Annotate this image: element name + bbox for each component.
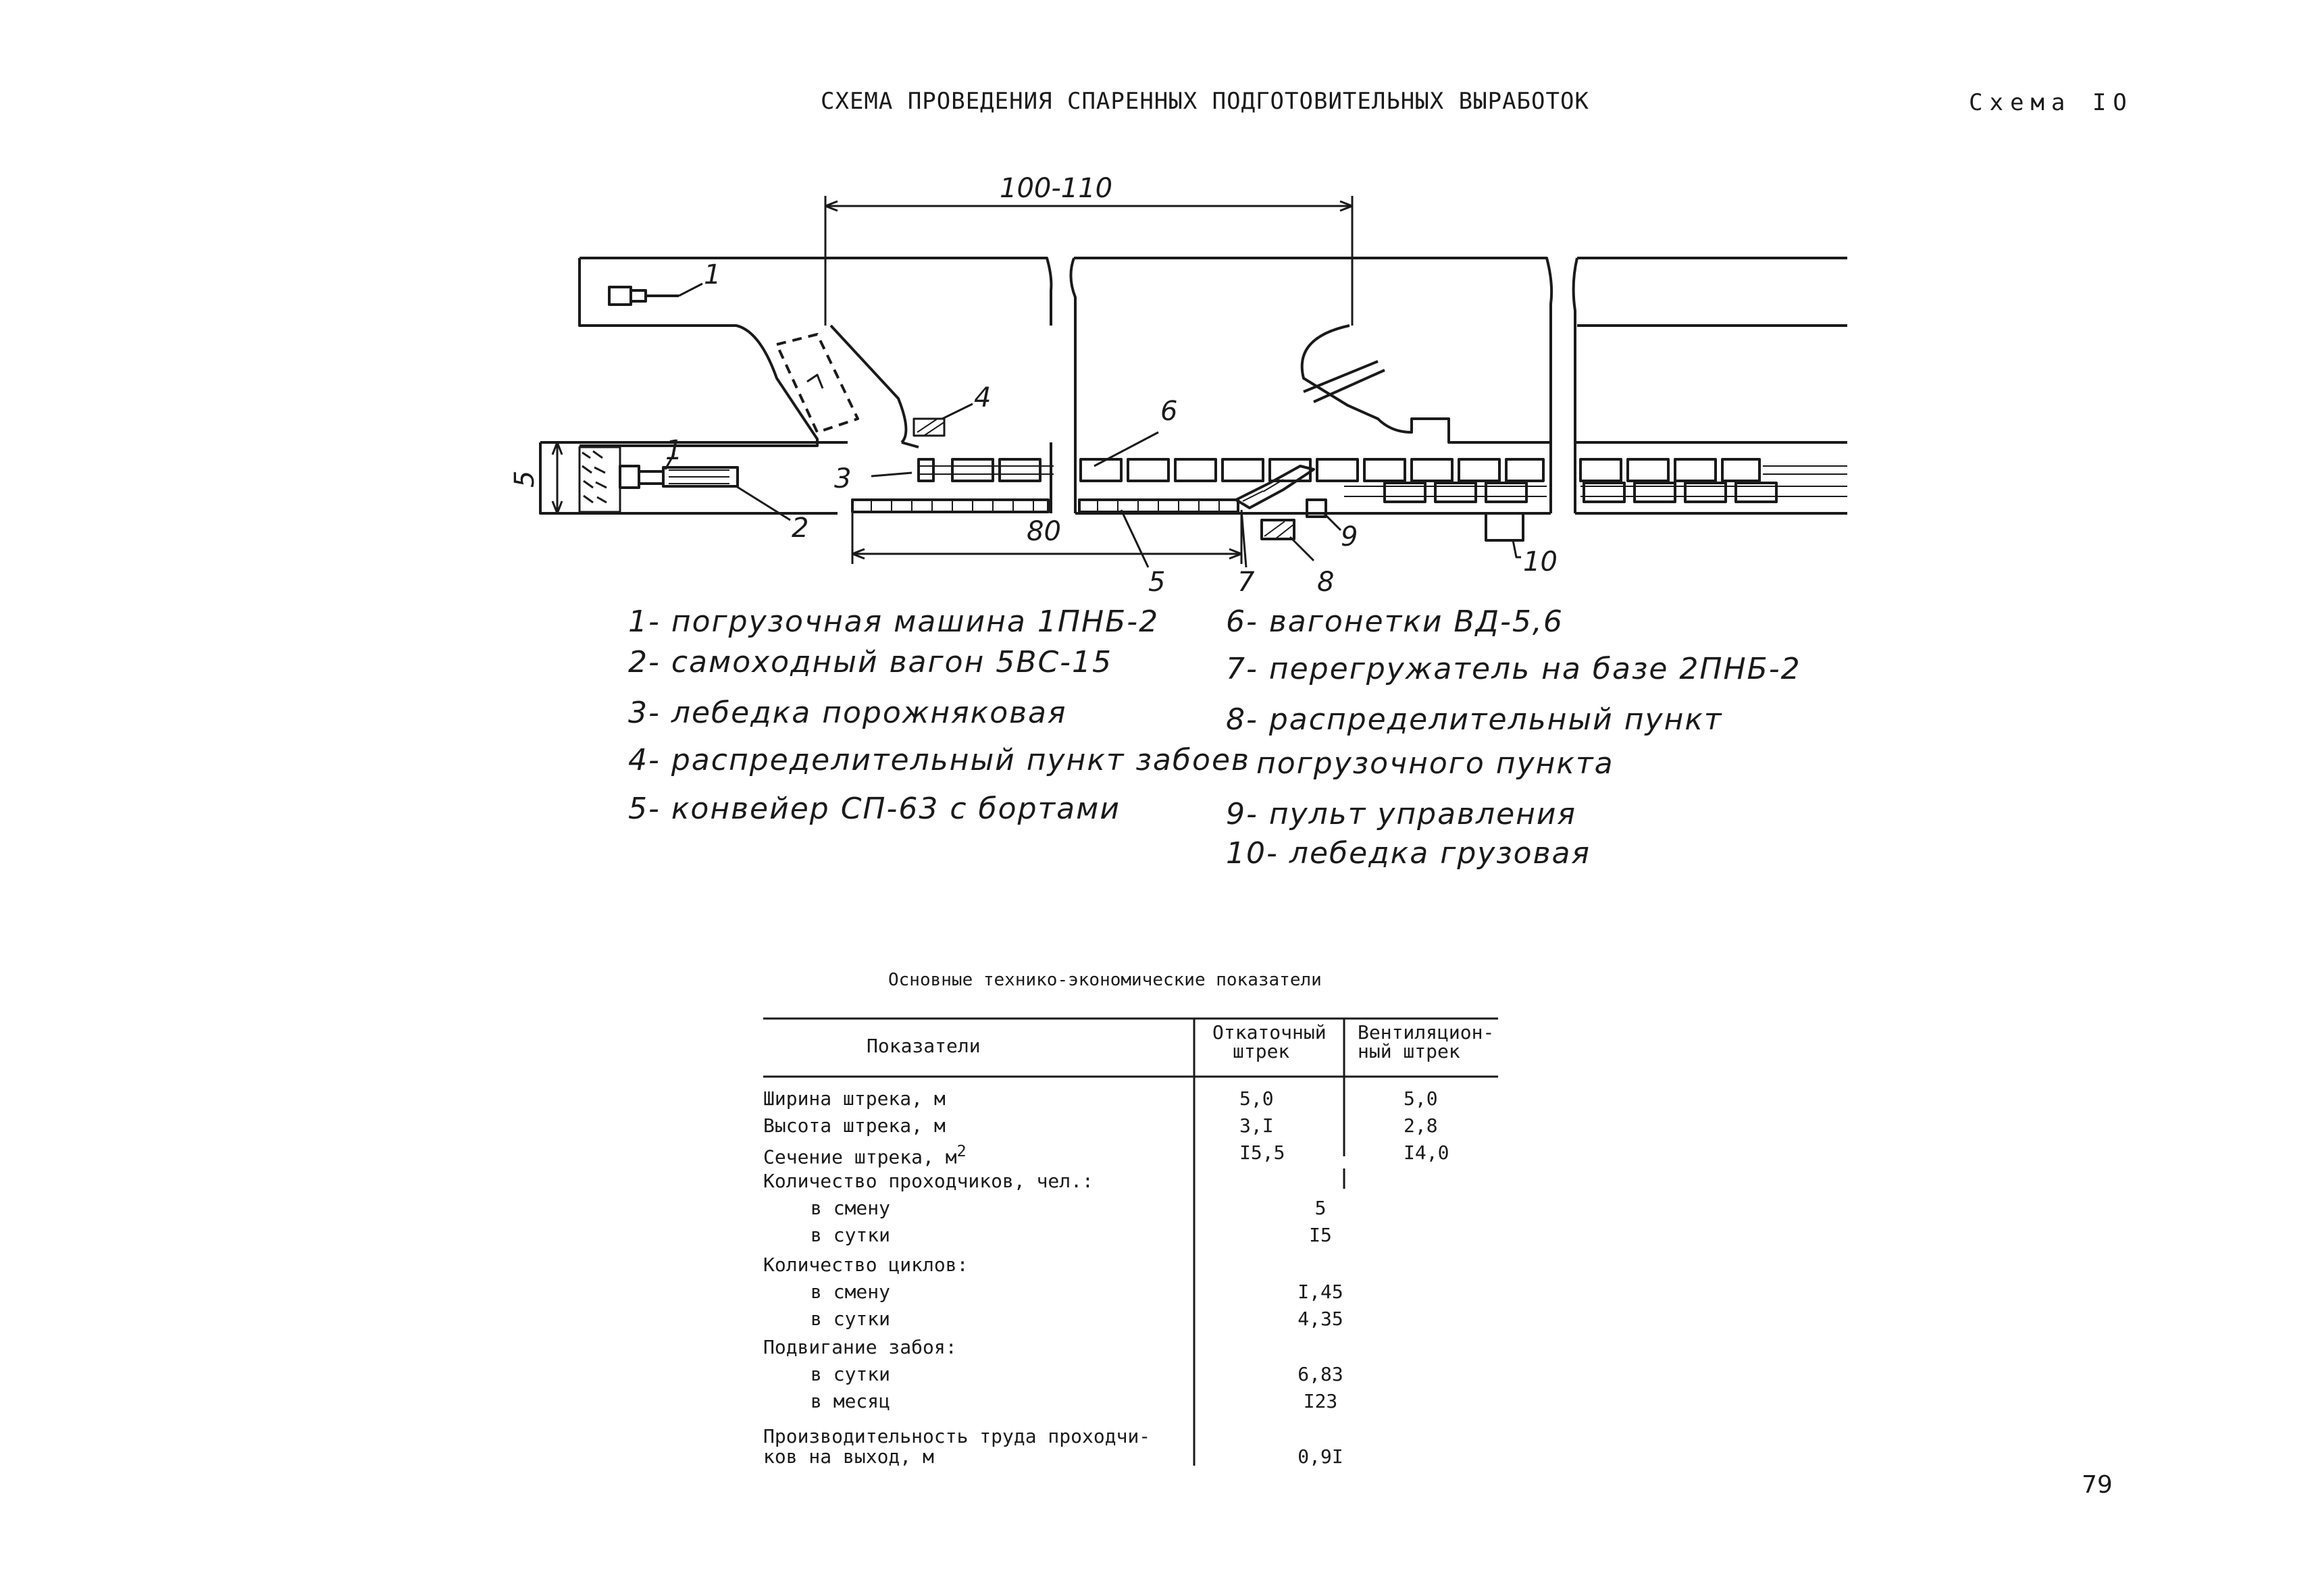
table-cell-haulage: I5,5 <box>1239 1141 1285 1164</box>
table-header-col2-line1: Вентиляцион- <box>1358 1021 1495 1044</box>
callout-2: 2 <box>792 513 809 544</box>
table-header-col1-line2: штрек <box>1233 1040 1290 1062</box>
page-title: СХЕМА ПРОВЕДЕНИЯ СПАРЕННЫХ ПОДГОТОВИТЕЛЬНЫХ ВЫРАБОТОК <box>821 88 1589 115</box>
table-row-label: в смену <box>811 1281 891 1303</box>
legend-item-10: 10- лебедка грузовая <box>1226 836 1591 871</box>
table-row-label: Количество циклов: <box>763 1254 969 1276</box>
table-row-label: в смену <box>811 1197 891 1219</box>
row-label-text: Высота штрека, м <box>763 1114 946 1137</box>
table-row-label: в сутки <box>811 1224 891 1246</box>
dimension-bottom-label: 80 <box>1027 516 1061 547</box>
table-header-col2 <box>1358 1023 1494 1061</box>
table-row-label <box>763 1114 946 1137</box>
table-cell-ventilation: I4,0 <box>1404 1141 1449 1164</box>
callout-1-top: 1 <box>704 259 721 290</box>
table-cell-common: I5 <box>1309 1224 1332 1246</box>
table-row-label: в сутки <box>811 1363 891 1385</box>
table-row-label: Подвигание забоя: <box>763 1336 957 1358</box>
legend-item-8-cont: погрузочного пункта <box>1256 746 1614 781</box>
table-header-indicator: Показатели <box>867 1035 981 1057</box>
table-cell-common: 0,9I <box>1297 1445 1343 1468</box>
table-cell-ventilation: 2,8 <box>1404 1114 1438 1137</box>
table-header-col1 <box>1212 1023 1327 1061</box>
legend-item-4: 4- распределительный пункт забоев <box>628 743 1250 777</box>
table-cell-common: I,45 <box>1297 1281 1343 1303</box>
table-cell-haulage: 5,0 <box>1239 1087 1274 1110</box>
legend-item-6: 6- вагонетки ВД-5,6 <box>1226 604 1564 639</box>
callout-7: 7 <box>1237 567 1255 598</box>
callout-9: 9 <box>1341 521 1358 552</box>
table-cell-common: 4,35 <box>1297 1308 1343 1330</box>
table-row-label: в месяц <box>811 1390 891 1412</box>
page-number: 79 <box>2082 1471 2113 1499</box>
callout-4: 4 <box>974 382 992 413</box>
row-label-text: Сечение штрека, м <box>763 1145 957 1168</box>
scheme-number: Схема IO <box>1969 89 2134 116</box>
table-row-label <box>763 1087 946 1110</box>
dimension-top-label: 100-110 <box>1000 173 1113 204</box>
legend-item-9: 9- пульт управления <box>1226 797 1576 831</box>
legend-item-2: 2- самоходный вагон 5ВС-15 <box>628 645 1113 679</box>
callout-5: 5 <box>1148 567 1166 598</box>
legend-item-5: 5- конвейер СП-63 с бортами <box>628 792 1121 826</box>
callout-1-bottom: 1 <box>665 435 683 466</box>
table-cell-haulage: 3,I <box>1239 1114 1274 1137</box>
legend-item-1: 1- погрузочная машина 1ПНБ-2 <box>628 604 1160 639</box>
legend-item-3: 3- лебедка порожняковая <box>628 696 1067 730</box>
table-row-label: Производительность труда проходчи- <box>763 1425 1151 1447</box>
legend-item-7: 7- перегружатель на базе 2ПНБ-2 <box>1226 652 1801 686</box>
callout-6: 6 <box>1160 396 1178 427</box>
superscript: 2 <box>956 1141 967 1160</box>
table-cell-common: 6,83 <box>1297 1363 1343 1385</box>
callout-3: 3 <box>834 463 852 494</box>
dimension-left-label: 5 <box>509 470 540 488</box>
table-header-col2-line2: ный штрек <box>1358 1040 1460 1062</box>
table-header-col1-line1: Откаточный <box>1212 1021 1327 1044</box>
table-cell-ventilation: 5,0 <box>1404 1087 1438 1110</box>
callout-10: 10 <box>1523 546 1558 577</box>
table-cell-common: I23 <box>1303 1390 1338 1412</box>
table-row-label: Количество проходчиков, чел.: <box>763 1170 1094 1192</box>
legend-item-8: 8- распределительный пункт <box>1226 702 1723 737</box>
table-row-label <box>763 1141 967 1168</box>
table-cell-common: 5 <box>1314 1197 1327 1219</box>
table-row-label: ков на выход, м <box>763 1445 934 1468</box>
callout-8: 8 <box>1317 567 1335 598</box>
table-caption: Основные технико-экономические показатели <box>888 970 1322 990</box>
row-label-text: Ширина штрека, м <box>763 1087 946 1110</box>
table-row-label: в сутки <box>811 1308 891 1330</box>
